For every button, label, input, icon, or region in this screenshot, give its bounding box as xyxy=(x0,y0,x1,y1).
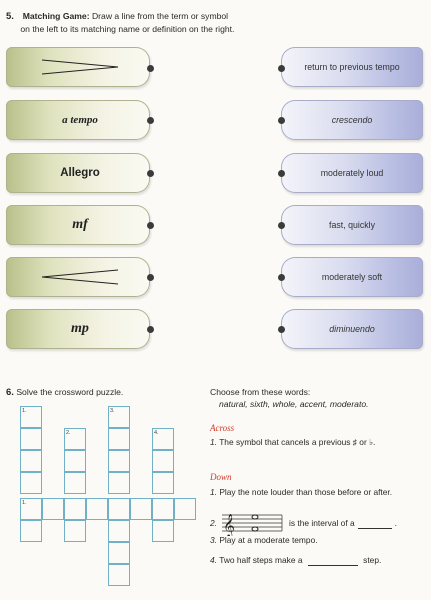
down-heading: Down xyxy=(210,472,232,482)
clue-number: 1. xyxy=(210,437,217,447)
crossword-cell[interactable] xyxy=(152,520,174,542)
clue-number: 2. xyxy=(210,518,217,528)
left-item-a-tempo[interactable] xyxy=(6,100,150,140)
crossword-cell[interactable] xyxy=(108,520,130,542)
right-item[interactable]: diminuendo xyxy=(281,309,423,349)
right-connector-dot[interactable] xyxy=(278,222,285,229)
right-item[interactable]: return to previous tempo xyxy=(281,47,423,87)
clue-number: 4. xyxy=(210,555,217,565)
left-item-crescendo[interactable] xyxy=(6,257,150,297)
left-item-mp[interactable] xyxy=(6,309,150,349)
crossword-cell[interactable] xyxy=(64,498,86,520)
clue-number: 1. xyxy=(210,487,217,497)
left-item-decrescendo[interactable] xyxy=(6,47,150,87)
q5-line2: on the left to its matching name or definition on the right. xyxy=(20,24,235,34)
right-connector-dot[interactable] xyxy=(278,65,285,72)
crossword-cell[interactable] xyxy=(20,472,42,494)
crossword-number: 2. xyxy=(66,430,71,436)
crescendo-icon xyxy=(22,257,138,297)
down-clue-1 xyxy=(210,487,392,497)
answer-blank[interactable] xyxy=(358,518,392,529)
crossword-cell[interactable] xyxy=(64,520,86,542)
left-connector-dot[interactable] xyxy=(147,274,154,281)
word-bank-title: Choose from these words: xyxy=(210,387,311,397)
crossword-number: 1. xyxy=(22,500,27,506)
crossword-number: 1. xyxy=(22,408,27,414)
word-bank-words: natural, sixth, whole, accent, moderato. xyxy=(219,399,369,409)
across-heading: Across xyxy=(210,423,235,433)
left-item-label: mf xyxy=(72,217,88,232)
left-connector-dot[interactable] xyxy=(147,170,154,177)
crossword-cell[interactable] xyxy=(108,564,130,586)
q6-header xyxy=(6,386,123,399)
crossword-cell[interactable] xyxy=(108,428,130,450)
crossword-cell[interactable] xyxy=(64,450,86,472)
crossword-cell[interactable] xyxy=(108,450,130,472)
clue-text: The symbol that cancels a previous ♯ or ♭. xyxy=(219,437,376,447)
left-item-label: Allegro xyxy=(60,167,100,179)
crossword-cell[interactable] xyxy=(152,472,174,494)
crossword-cell[interactable] xyxy=(174,498,196,520)
down-clue-2 xyxy=(210,510,397,536)
answer-blank[interactable] xyxy=(308,555,358,566)
clue-text: Two half steps make a xyxy=(219,555,303,565)
crossword-number: 3. xyxy=(110,408,115,414)
crossword-cell[interactable] xyxy=(20,520,42,542)
q5-number: 5. xyxy=(6,11,14,22)
clue-text: Play the note louder than those before or after. xyxy=(219,487,393,497)
crossword-cell[interactable] xyxy=(108,542,130,564)
down-clue-4 xyxy=(210,555,381,566)
crossword-cell[interactable] xyxy=(20,450,42,472)
crossword-cell[interactable] xyxy=(64,472,86,494)
clue-end: step. xyxy=(363,555,382,565)
left-connector-dot[interactable] xyxy=(147,326,154,333)
right-item[interactable]: moderately loud xyxy=(281,153,423,193)
right-connector-dot[interactable] xyxy=(278,326,285,333)
across-clue-1 xyxy=(210,437,375,447)
crossword-cell[interactable] xyxy=(108,498,130,520)
svg-text:𝄞: 𝄞 xyxy=(223,513,235,536)
q5-title: Matching Game: xyxy=(22,11,90,21)
right-item[interactable]: crescendo xyxy=(281,100,423,140)
right-connector-dot[interactable] xyxy=(278,117,285,124)
left-item-label: a tempo xyxy=(62,114,98,126)
crossword-cell[interactable] xyxy=(20,428,42,450)
crossword-cell[interactable] xyxy=(86,498,108,520)
clue-end: . xyxy=(394,518,397,528)
music-staff-icon xyxy=(221,510,283,536)
clue-number: 3. xyxy=(210,535,217,545)
crossword-cell[interactable] xyxy=(108,472,130,494)
crossword-cell[interactable] xyxy=(152,498,174,520)
right-item[interactable]: moderately soft xyxy=(281,257,423,297)
crossword-cell[interactable] xyxy=(152,450,174,472)
clue-text: Play at a moderate tempo. xyxy=(219,535,318,545)
q5-header xyxy=(6,10,426,35)
right-item[interactable]: fast, quickly xyxy=(281,205,423,245)
right-connector-dot[interactable] xyxy=(278,170,285,177)
right-connector-dot[interactable] xyxy=(278,274,285,281)
down-clue-3 xyxy=(210,535,318,545)
left-item-mf[interactable] xyxy=(6,205,150,245)
crossword-cell[interactable] xyxy=(42,498,64,520)
left-item-allegro[interactable] xyxy=(6,153,150,193)
clue-text: is the interval of a xyxy=(289,518,355,528)
q6-number: 6. xyxy=(6,387,14,398)
q5-line1: Draw a line from the term or symbol xyxy=(91,11,229,21)
decrescendo-icon xyxy=(22,47,138,87)
left-connector-dot[interactable] xyxy=(147,222,154,229)
q6-text: Solve the crossword puzzle. xyxy=(16,387,124,397)
crossword-number: 4. xyxy=(154,430,159,436)
left-connector-dot[interactable] xyxy=(147,117,154,124)
left-connector-dot[interactable] xyxy=(147,65,154,72)
crossword-cell[interactable] xyxy=(130,498,152,520)
word-bank xyxy=(210,386,369,410)
left-item-label: mp xyxy=(71,321,89,336)
